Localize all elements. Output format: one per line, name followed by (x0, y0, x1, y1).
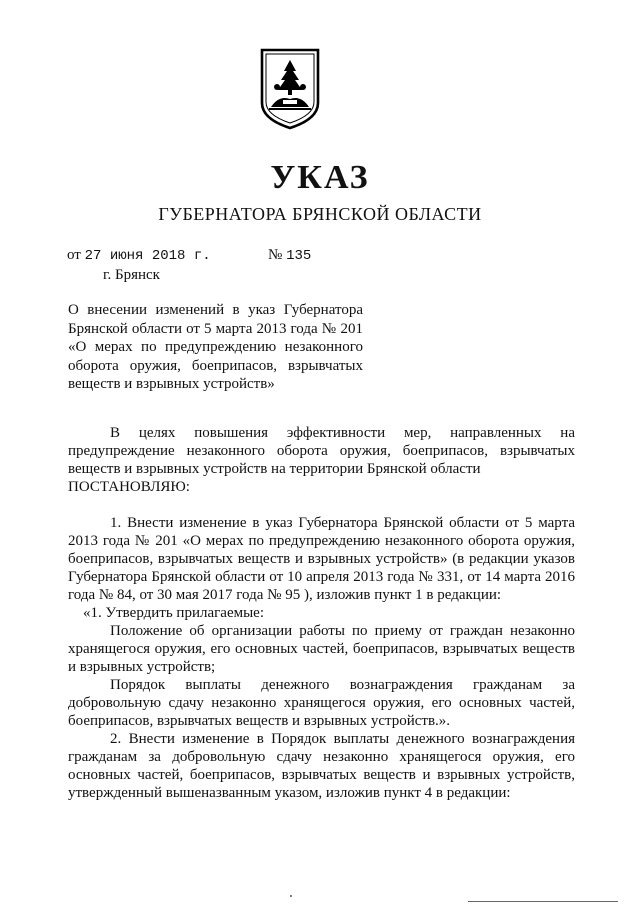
item-1: 1. Внести изменение в указ Губернатора Брянской области от 5 марта 2013 года № 201 «О мерах по предупреждению незаконного оборота оружия, боеприпасов, взрывчатых веществ и взрывных устройств» (в редакции указов Губернатора Брянской области от 10 апреля 2013 года № 331, от 14 марта 2016 года № 84, от 30 мая 2017 года № 95 ), изложив пункт 1 в редакции: (68, 515, 575, 603)
city: г. Брянск (103, 267, 160, 283)
date-prefix: от (67, 247, 81, 263)
document-number (268, 245, 311, 266)
date-line (67, 245, 211, 266)
document-body (68, 424, 575, 802)
quote-paragraph-1: Положение об организации работы по приему от граждан незаконно хранящегося оружия, его основных частей, боеприпасов, взрывчатых веществ и взрывных устройств; (68, 623, 575, 675)
decree-word: ПОСТАНОВЛЯЮ: (68, 479, 190, 495)
number-value: 135 (286, 248, 312, 264)
document-issuer: ГУБЕРНАТОРА БРЯНСКОЙ ОБЛАСТИ (158, 204, 482, 224)
preamble: В целях повышения эффективности мер, направленных на предупреждение незаконного оборота оружия, боеприпасов, взрывчатых веществ и взрывных устройств на территории Брянской области (68, 425, 575, 477)
coat-of-arms-icon (259, 47, 321, 131)
date-value: 27 июня 2018 г. (84, 248, 211, 264)
document-title: УКАЗ (270, 159, 370, 196)
number-prefix: № (268, 247, 283, 263)
document-subject: О внесении изменений в указ Губернатора Брянской области от 5 марта 2013 года № 201 «О мерах по предупреждению незаконного оборота оружия, боеприпасов, взрывчатых веществ и взрывных устройств» (68, 302, 363, 392)
quote-paragraph-2: Порядок выплаты денежного вознаграждения гражданам за добровольную сдачу незаконно хранящегося оружия, его основных частей, боеприпасов, взрывчатых веществ и взрывных устройств.». (68, 677, 575, 729)
item-2: 2. Внести изменение в Порядок выплаты денежного вознаграждения гражданам за добровольную сдачу незаконно хранящегося оружия, его основных частей, боеприпасов, взрывчатых веществ и взрывных устройств, утвержденный вышеназванным указом, изложив пункт 4 в редакции: (68, 731, 575, 801)
scan-speck (290, 895, 292, 897)
scan-edge (468, 901, 618, 902)
quote-start: «1. Утвердить прилагаемые: (83, 605, 264, 621)
